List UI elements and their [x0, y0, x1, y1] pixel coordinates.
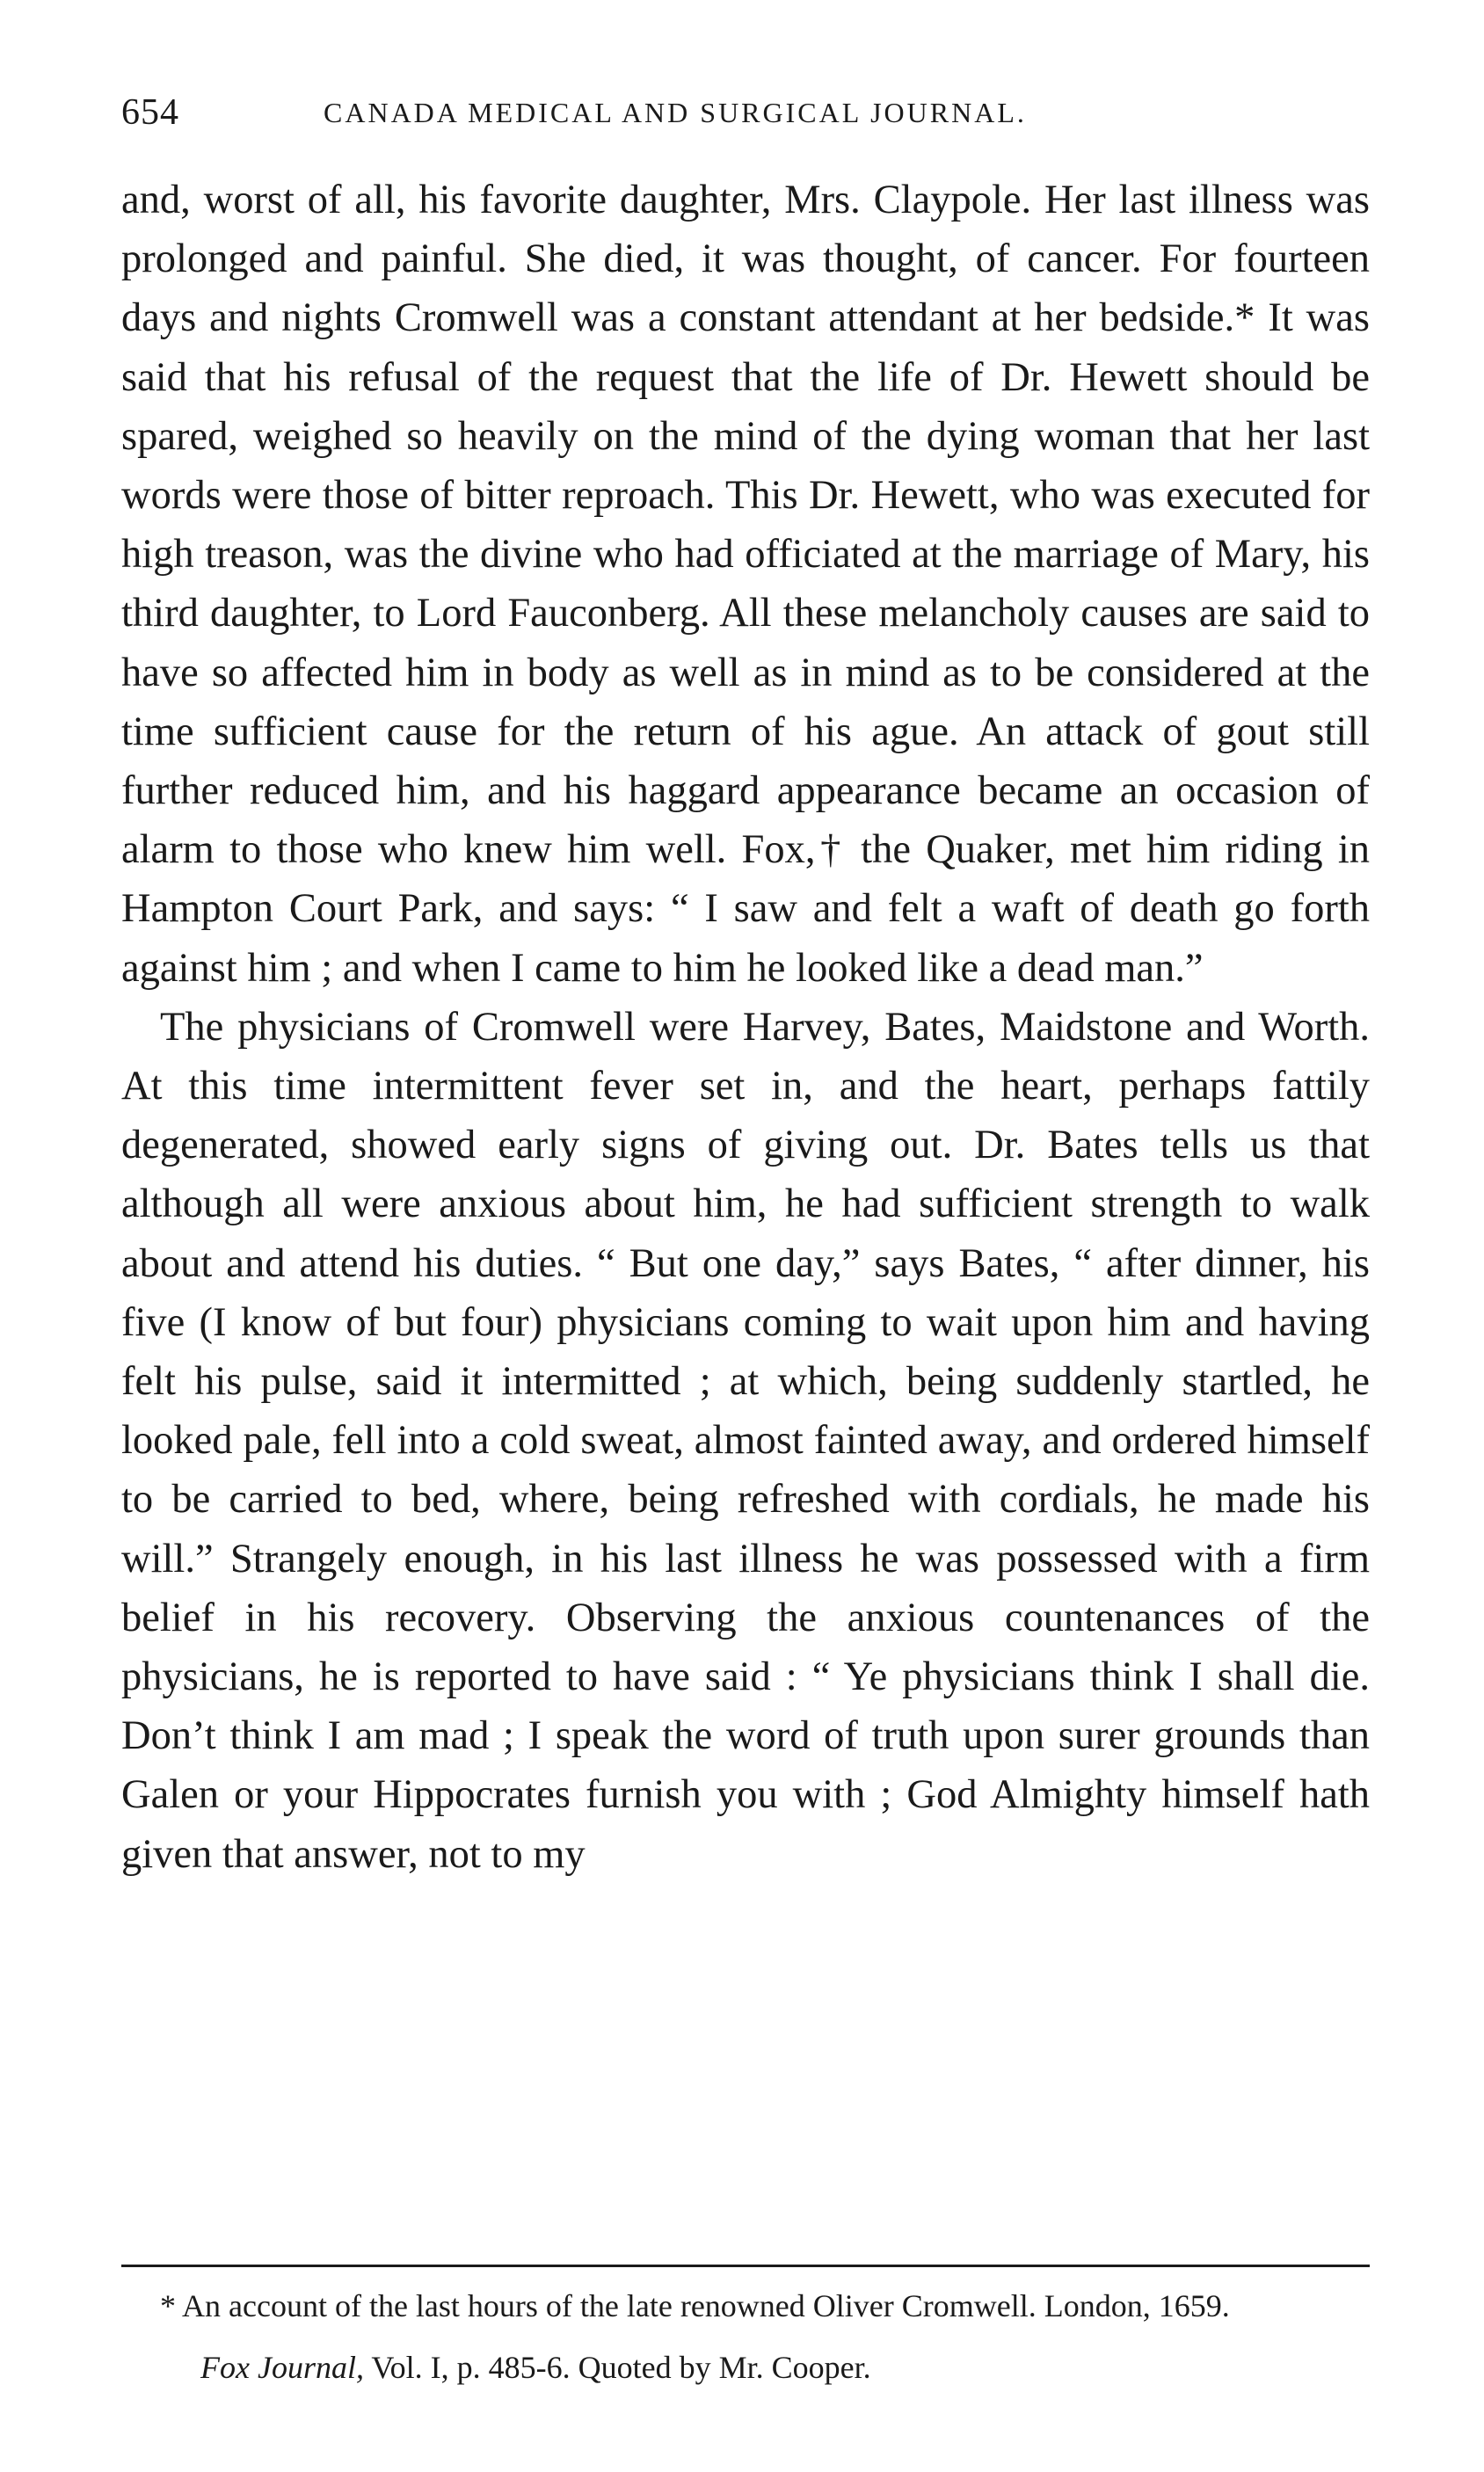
- paragraph: The physicians of Cromwell were Harvey, Bates, Maidstone and Worth. At this time intermittent fever set in, and the heart, perhaps fattily degenerated, showed early signs of giving out. Dr. Bates tells us that although all were anxious about him, he had sufficient strength to walk about and attend his duties. “ But one day,” says Bates, “ after dinner, his five (I know of but four) physicians coming to wait upon him and having felt his pulse, said it intermitted ; at which, being suddenly startled, he looked pale, fell into a cold sweat, almost fainted away, and ordered himself to be carried to bed, where, being refreshed with cordials, he made his will.” Strangely enough, in his last illness he was possessed with a firm belief in his recovery. Observing the anxious countenances of the physicians, he is reported to have said : “ Ye physicians think I shall die. Don’t think I am mad ; I speak the word of truth upon surer grounds than Galen or your Hippocrates furnish you with ; God Almighty himself hath given that answer, not to my: [121, 1004, 1370, 1877]
- page-number: 654: [121, 92, 179, 133]
- footnote: * An account of the last hours of the late renowned Oliver Cromwell. London, 1659.: [160, 2288, 1230, 2323]
- footnote: [121, 2344, 1370, 2391]
- footnote-rule: [121, 2265, 1370, 2267]
- body-text: [121, 171, 1370, 1884]
- journal-title: CANADA MEDICAL AND SURGICAL JOURNAL.: [324, 97, 1027, 128]
- running-head: [121, 91, 1370, 144]
- footnotes: [121, 2282, 1370, 2391]
- footnote-source-citation: Vol. I, p. 485-6. Quoted by Mr. Cooper.: [363, 2350, 871, 2385]
- footnote-source-title: Fox Journal,: [200, 2350, 364, 2385]
- paragraph: and, worst of all, his favorite daughter, Mrs. Claypole. Her last illness was prolonged and painful. She died, it was thought, of cancer. For fourteen days and nights Cromwell was a constant attendant at her bedside.* It was said that his refusal of the request that the life of Dr. Hewett should be spared, weighed so heavily on the mind of the dying woman that her last words were those of bitter reproach. This Dr. Hewett, who was executed for high treason, was the divine who had officiated at the marriage of Mary, his third daughter, to Lord Fauconberg. All these melancholy causes are said to have so affected him in body as well as in mind as to be considered at the time sufficient cause for the return of his ague. An attack of gout still further reduced him, and his haggard appearance became an occasion of alarm to those who knew him well. Fox,† the Quaker, met him riding in Hampton Court Park, and says: “ I saw and felt a waft of death go forth against him ; and when I came to him he looked like a dead man.”: [121, 178, 1370, 991]
